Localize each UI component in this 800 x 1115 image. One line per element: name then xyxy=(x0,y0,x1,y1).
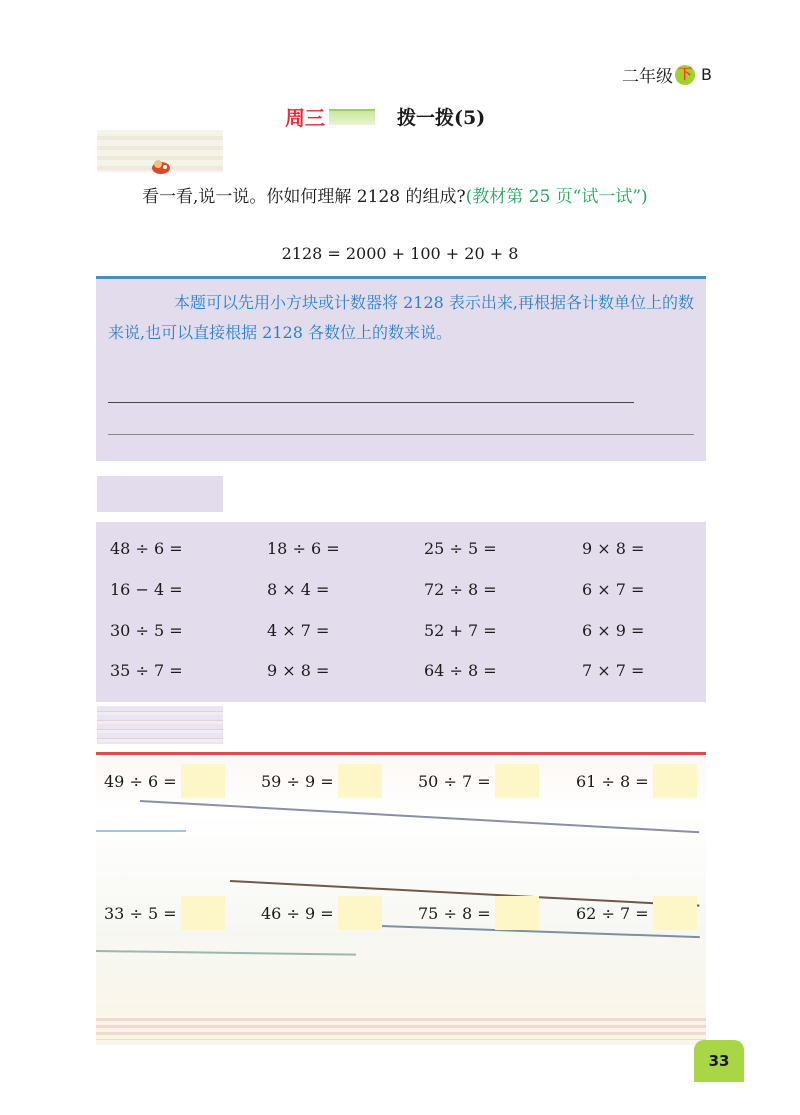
hint-text xyxy=(108,288,704,348)
edition-label: B xyxy=(701,65,712,84)
vertical-calc-item xyxy=(104,896,225,930)
section-banner-vertical-calc xyxy=(97,706,223,744)
composition-equation: 2128 = 2000 + 100 + 20 + 8 xyxy=(281,244,519,263)
answer-box[interactable] xyxy=(653,764,697,798)
answer-box[interactable] xyxy=(181,896,225,930)
answer-line-2[interactable] xyxy=(108,434,694,435)
vertical-calc-item xyxy=(104,764,225,798)
grade-label xyxy=(622,62,712,87)
answer-box[interactable] xyxy=(181,764,225,798)
oral-calc-item: 9 × 8 = xyxy=(267,661,330,680)
oral-calc-item: 4 × 7 = xyxy=(267,621,330,640)
answer-box[interactable] xyxy=(495,764,539,798)
vertical-calc-expression: 75 ÷ 8 = xyxy=(418,903,491,923)
section-banner-oral-calc xyxy=(97,476,223,512)
vertical-calc-item xyxy=(576,896,697,930)
question-1-reference: (教材第 25 页“试一试”) xyxy=(465,187,648,207)
vertical-calc-expression: 49 ÷ 6 = xyxy=(104,771,177,791)
oral-calc-item: 18 ÷ 6 = xyxy=(267,539,340,558)
title-day: 周三 xyxy=(285,106,325,130)
oral-calc-item: 9 × 8 = xyxy=(582,539,645,558)
question-1-text: 看一看,说一说。你如何理解 2128 的组成? xyxy=(142,187,466,207)
oral-calc-item: 64 ÷ 8 = xyxy=(424,661,497,680)
mascot-icon xyxy=(150,158,172,174)
hint-text-content: 本题可以先用小方块或计数器将 2128 表示出来,再根据各计数单位上的数来说,也可以直接根据 2128 各数位上的数来说。 xyxy=(108,293,694,342)
oral-calc-item: 7 × 7 = xyxy=(582,661,645,680)
oral-calc-item: 6 × 9 = xyxy=(582,621,645,640)
vertical-calc-expression: 50 ÷ 7 = xyxy=(418,771,491,791)
vertical-calc-expression: 62 ÷ 7 = xyxy=(576,903,649,923)
question-1 xyxy=(108,182,708,212)
answer-box[interactable] xyxy=(653,896,697,930)
page-number: 33 xyxy=(694,1040,744,1082)
answer-line-1[interactable] xyxy=(108,402,634,403)
oral-calc-item: 6 × 7 = xyxy=(582,580,645,599)
vertical-calc-item xyxy=(261,764,382,798)
oral-calc-item: 35 ÷ 7 = xyxy=(110,661,183,680)
answer-box[interactable] xyxy=(338,764,382,798)
oral-calc-item: 72 ÷ 8 = xyxy=(424,580,497,599)
vertical-calc-expression: 61 ÷ 8 = xyxy=(576,771,649,791)
grade-prefix: 二年级 xyxy=(622,67,674,87)
vertical-calc-item xyxy=(261,896,382,930)
answer-box[interactable] xyxy=(495,896,539,930)
oral-calc-item: 16 − 4 = xyxy=(110,580,183,599)
vertical-calc-expression: 59 ÷ 9 = xyxy=(261,771,334,791)
vertical-calc-item xyxy=(418,896,539,930)
semester-badge: 下 xyxy=(675,65,695,85)
oral-calc-item: 8 × 4 = xyxy=(267,580,330,599)
oral-calc-item: 52 + 7 = xyxy=(424,621,497,640)
oral-calc-item: 25 ÷ 5 = xyxy=(424,539,497,558)
vertical-calc-item xyxy=(576,764,697,798)
vertical-calc-expression: 46 ÷ 9 = xyxy=(261,903,334,923)
oral-calc-item: 30 ÷ 5 = xyxy=(110,621,183,640)
paper-streak xyxy=(96,830,186,832)
oral-calc-item: 48 ÷ 6 = xyxy=(110,539,183,558)
title-decoration xyxy=(329,109,375,125)
page-title xyxy=(285,102,485,131)
title-topic: 拨一拨(5) xyxy=(397,107,486,129)
answer-box[interactable] xyxy=(338,896,382,930)
vertical-calc-expression: 33 ÷ 5 = xyxy=(104,903,177,923)
panel-bottom-border xyxy=(96,1018,706,1040)
vertical-calc-item xyxy=(418,764,539,798)
